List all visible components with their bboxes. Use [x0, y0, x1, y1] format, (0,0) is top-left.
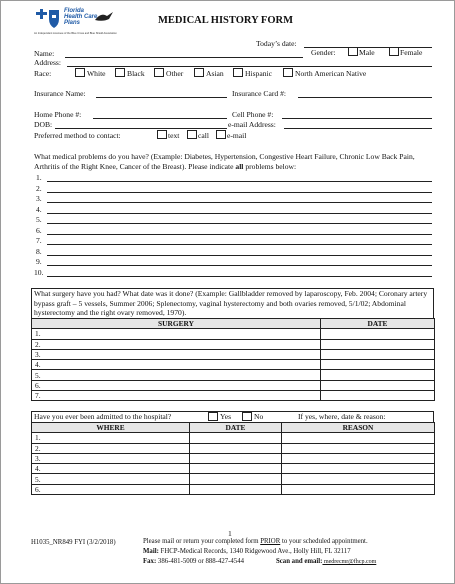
date-cell[interactable]: [321, 329, 435, 339]
home-phone-label: Home Phone #:: [34, 110, 82, 119]
table-row: [32, 391, 435, 401]
dob-label: DOB:: [34, 120, 53, 129]
problem-number: 9.: [36, 257, 42, 266]
date-cell[interactable]: [190, 464, 282, 474]
where-cell[interactable]: 6.: [32, 484, 190, 494]
reason-cell[interactable]: [282, 474, 435, 484]
form-title: MEDICAL HISTORY FORM: [158, 15, 293, 26]
hospital-table: [31, 422, 435, 495]
reason-cell[interactable]: [282, 453, 435, 463]
hospital-followup: If yes, where, date & reason:: [298, 412, 386, 421]
problem-line[interactable]: [47, 202, 432, 203]
where-cell[interactable]: 2.: [32, 443, 190, 453]
hospital-no-label: No: [254, 412, 264, 421]
problem-line[interactable]: [47, 223, 432, 224]
logo-brand-name: Florida Health Care Plans: [64, 8, 98, 27]
where-cell[interactable]: 1.: [32, 433, 190, 443]
table-row: [32, 349, 435, 359]
email-address-label: e-mail Address:: [228, 120, 276, 129]
race-white-label: White: [87, 69, 106, 78]
contact-text-label: text: [168, 131, 180, 140]
dob-field[interactable]: [55, 128, 227, 129]
date-cell[interactable]: [321, 370, 435, 380]
address-field[interactable]: [67, 66, 432, 67]
date-column-header: DATE: [190, 423, 282, 433]
cell-phone-label: Cell Phone #:: [232, 110, 274, 119]
reason-cell[interactable]: [282, 433, 435, 443]
reason-cell[interactable]: [282, 443, 435, 453]
where-cell[interactable]: 5.: [32, 474, 190, 484]
date-cell[interactable]: [321, 380, 435, 390]
scan-email: Scan and email: medrecmr@fhcp.com: [276, 558, 377, 565]
problem-number: 2.: [36, 183, 42, 193]
surgery-question: What surgery have you had? What date was it done? (Example: Gallbladder removed by laparoscopy, Feb. 2004; Coronary artery bypass graft – 5 vessels, Summer 2006; Splenectomy, vaginal hysterectomy and both ovaries removed, 5/1/02; Abdominal hysterectomy and the right ovary removed, 1970).: [34, 289, 428, 317]
bird-logo-icon: [94, 10, 114, 24]
table-row: [32, 484, 435, 494]
problem-number: 8.: [36, 246, 42, 256]
race-native-checkbox[interactable]: [283, 68, 293, 77]
contact-method-label: Preferred method to contact:: [34, 131, 121, 140]
table-row: [32, 464, 435, 474]
reason-column-header: REASON: [282, 423, 435, 433]
address-label: Address:: [34, 58, 61, 67]
date-column-header: DATE: [321, 319, 435, 329]
race-asian-checkbox[interactable]: [194, 68, 204, 77]
fhcp-logo: [34, 8, 117, 38]
date-cell[interactable]: [190, 443, 282, 453]
problem-line[interactable]: [47, 265, 432, 266]
race-other-checkbox[interactable]: [154, 68, 164, 77]
date-cell[interactable]: [321, 360, 435, 370]
email-address-field[interactable]: [284, 128, 432, 129]
table-row: [32, 360, 435, 370]
where-column-header: WHERE: [32, 423, 190, 433]
table-row: [32, 474, 435, 484]
table-row: [32, 453, 435, 463]
race-hispanic-checkbox[interactable]: [233, 68, 243, 77]
problem-line[interactable]: [47, 192, 432, 193]
table-row: [32, 370, 435, 380]
date-cell[interactable]: [321, 349, 435, 359]
problem-number: 6.: [36, 225, 42, 235]
blue-cross-shield-icon: [34, 9, 62, 31]
gender-female-checkbox[interactable]: [389, 47, 399, 56]
hospital-question: Have you ever been admitted to the hospital?: [34, 412, 172, 421]
contact-call-checkbox[interactable]: [187, 130, 197, 139]
surgery-cell[interactable]: 3.: [32, 349, 321, 359]
problem-line[interactable]: [47, 276, 432, 277]
contact-call-label: call: [198, 131, 209, 140]
surgery-column-header: SURGERY: [32, 319, 321, 329]
gender-male-checkbox[interactable]: [348, 47, 358, 56]
surgery-cell[interactable]: 2.: [32, 339, 321, 349]
problem-number: 10.: [34, 267, 44, 277]
table-row: [32, 433, 435, 443]
surgery-table-header: [32, 319, 435, 329]
surgery-cell[interactable]: 7.: [32, 391, 321, 401]
surgery-cell[interactable]: 1.: [32, 329, 321, 339]
date-cell[interactable]: [190, 433, 282, 443]
surgery-table: [31, 318, 435, 401]
cell-phone-field[interactable]: [282, 118, 432, 119]
race-native-label: North American Native: [295, 69, 367, 78]
contact-text-checkbox[interactable]: [157, 130, 167, 139]
insurance-name-field[interactable]: [96, 97, 227, 98]
race-black-label: Black: [127, 69, 145, 78]
form-code: H1035_NR849 FYI (3/2/2018): [31, 539, 116, 546]
todays-date-label: Today’s date:: [256, 39, 297, 48]
insurance-card-label: Insurance Card #:: [232, 89, 286, 98]
fax-numbers: Fax: 386-481-5009 or 888-427-4544: [143, 558, 245, 565]
table-row: [32, 339, 435, 349]
where-cell[interactable]: 3.: [32, 453, 190, 463]
problem-line[interactable]: [47, 213, 432, 214]
race-asian-label: Asian: [206, 69, 224, 78]
problem-number: 4.: [36, 204, 42, 214]
hospital-table-header: [32, 423, 435, 433]
where-cell[interactable]: 4.: [32, 464, 190, 474]
surgery-cell[interactable]: 5.: [32, 370, 321, 380]
problem-line[interactable]: [47, 234, 432, 235]
mail-address: Mail: FHCP-Medical Records, 1340 Ridgewood Ave., Holly Hill, FL 32117: [143, 548, 351, 555]
reason-cell[interactable]: [282, 484, 435, 494]
gender-label: Gender:: [311, 48, 336, 57]
contact-email-checkbox[interactable]: [216, 130, 226, 139]
hospital-no-checkbox[interactable]: [242, 412, 252, 421]
gender-female-label: Female: [400, 48, 423, 57]
table-row: [32, 443, 435, 453]
scan-email-link[interactable]: medrecmr@fhcp.com: [322, 559, 377, 565]
surgery-cell[interactable]: 4.: [32, 360, 321, 370]
race-label: Race:: [34, 69, 52, 78]
problem-line[interactable]: [47, 244, 432, 245]
name-label: Name:: [34, 49, 55, 58]
problem-number: 7.: [36, 236, 42, 245]
problem-line[interactable]: [47, 181, 432, 182]
insurance-card-field[interactable]: [298, 97, 432, 98]
hospital-yes-label: Yes: [220, 412, 232, 421]
date-cell[interactable]: [190, 484, 282, 494]
date-cell[interactable]: [190, 474, 282, 484]
home-phone-field[interactable]: [93, 118, 227, 119]
logo-tagline: An Independent Licensee of the Blue Cross and Blue Shield Association: [34, 32, 117, 35]
page-number: 1: [228, 529, 232, 538]
table-row: [32, 329, 435, 339]
surgery-cell[interactable]: 6.: [32, 380, 321, 390]
gender-male-label: Male: [359, 48, 375, 57]
race-white-checkbox[interactable]: [75, 68, 85, 77]
hospital-yes-checkbox[interactable]: [208, 412, 218, 421]
return-instruction: Please mail or return your completed form PRIOR to your scheduled appointment.: [143, 538, 368, 545]
problem-line[interactable]: [47, 255, 432, 256]
race-black-checkbox[interactable]: [115, 68, 125, 77]
problem-number: 1.: [36, 173, 42, 182]
date-cell[interactable]: [321, 391, 435, 401]
reason-cell[interactable]: [282, 464, 435, 474]
table-row: [32, 380, 435, 390]
race-other-label: Other: [166, 69, 184, 78]
problems-question: What medical problems do you have? (Example: Diabetes, Hypertension, Congestive Heart Failure, Chronic Low Back Pain, Arthritis of the Right Knee, Cancer of the Breast). Please indicate all problems below:: [34, 152, 415, 171]
race-hispanic-label: Hispanic: [245, 69, 272, 78]
insurance-name-label: Insurance Name:: [34, 89, 86, 98]
date-cell[interactable]: [190, 453, 282, 463]
problem-number: 3.: [36, 194, 42, 203]
date-cell[interactable]: [321, 339, 435, 349]
contact-email-label: e-mail: [227, 131, 247, 140]
problem-number: 5.: [36, 215, 42, 224]
name-field[interactable]: [65, 57, 303, 58]
